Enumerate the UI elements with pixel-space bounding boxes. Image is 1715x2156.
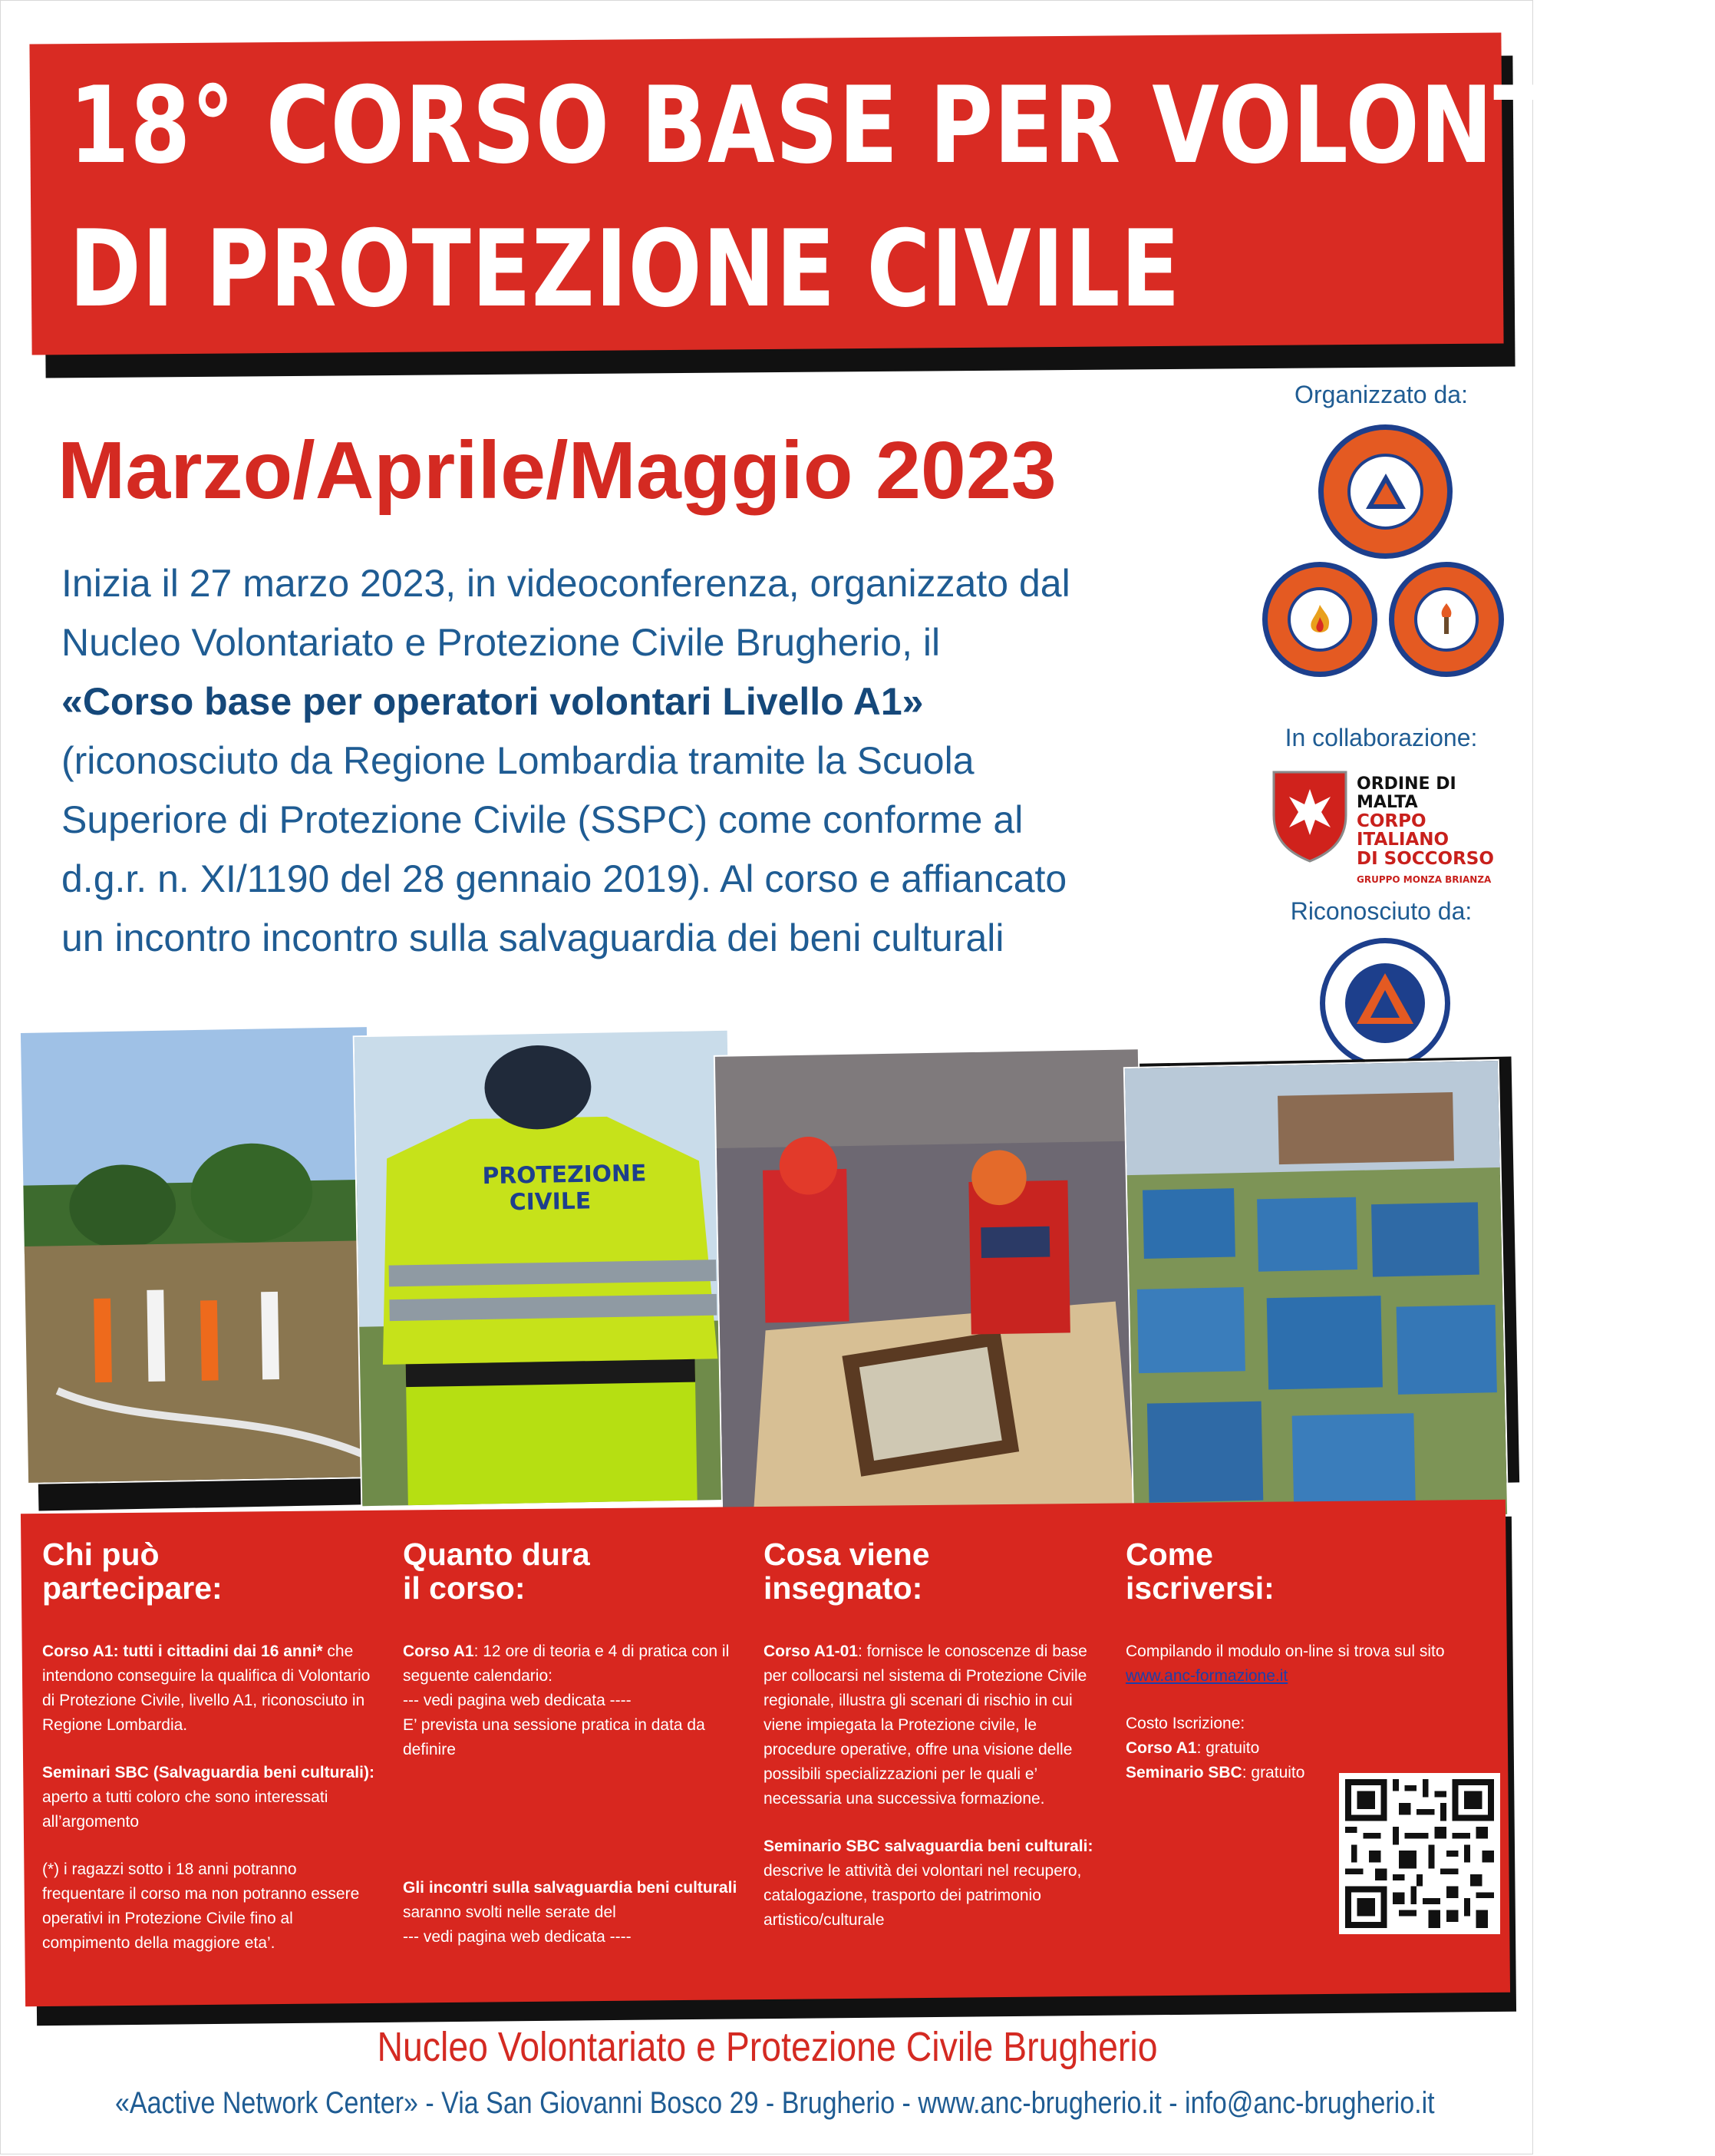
jacket-text-line-2: CIVILE [509,1187,592,1217]
photo-protezione-civile-jacket [353,1029,737,1507]
who-sbc-text: aperto a tutti coloro che sono interessati all’argomento [42,1788,328,1831]
protezione-civile-lombardia-icon [1343,961,1427,1045]
malta-line-2: CORPO ITALIANO [1357,811,1450,850]
taught-course-a1 [764,1639,1101,1811]
intro-quote-open: « [61,680,83,723]
intro-line-4: (riconosciuto da Regione Lombardia tramite la Scuola [61,739,975,782]
duration-a1-text: : 12 ore di teoria e 4 di pratica con il seguente calendario: [403,1643,730,1685]
intro-line-3 [61,672,1243,731]
title-line-2: DI PROTEZIONE CIVILE [69,207,1181,331]
malta-text-block [1357,775,1518,885]
cultural-heritage-image [715,1049,1146,1514]
footer-contact: «Aactive Network Center» - Via San Giovanni Bosco 29 - Brugherio - www.anc-brugherio.it - info@anc-brugherio.it [115,2086,1435,2120]
column-course-duration [403,1537,740,1973]
flame-icon [1301,600,1339,639]
duration-sbc-text: saranno svolti nelle serate del [403,1903,616,1921]
duration-sbc-bold: Gli incontri sulla salvaguardia beni culturali [403,1879,737,1897]
register-instructions [1126,1639,1486,1689]
taught-sbc-bold: Seminario SBC salvaguardia beni culturali: [764,1837,1093,1855]
intro-line-6: d.g.r. n. XI/1190 del 28 gennaio 2019). Al corso e affiancato [61,857,1067,900]
registration-qr-code[interactable] [1339,1773,1500,1934]
column-what-is-taught [764,1537,1101,1956]
register-cost-a1-text: : gratuito [1196,1739,1260,1757]
who-heading: Chi può partecipare: [42,1537,223,1606]
jacket-text-line-1: PROTEZIONE [482,1160,647,1190]
protezione-civile-jacket-image [355,1031,736,1506]
register-cost-sbc-bold: Seminario SBC [1126,1764,1242,1781]
title-line-1: 18° CORSO BASE PER VOLONTARI [69,64,1715,187]
duration-course-a1 [403,1639,740,1762]
register-text: Compilando il modulo on-line si trova sul sito [1126,1643,1445,1660]
malta-shield-icon [1268,768,1352,863]
who-course-a1-bold: Corso A1: tutti i cittadini dai 16 anni* [42,1643,323,1660]
intro-line-1: Inizia il 27 marzo 2023, in videoconferenza, organizzato dal [61,562,1070,605]
date-heading: Marzo/Aprile/Maggio 2023 [58,425,1057,516]
register-heading: Come iscriversi: [1126,1537,1275,1606]
intro-line-2: Nucleo Volontariato e Protezione Civile Brugherio, il [61,621,941,664]
formazione-logo-center [1414,587,1479,652]
malta-line-4: GRUPPO MONZA BRIANZA [1357,873,1492,885]
intro-line-5: Superiore di Protezione Civile (SSPC) come conforme al [61,798,1024,841]
footer-organization: Nucleo Volontariato e Protezione Civile Brugherio [377,2024,1158,2070]
taught-sbc-text: descrive le attività dei volontari nel recupero, catalogazione, trasporto dei patrimonio artistico/culturale [764,1862,1082,1929]
duration-a1-practice: E’ prevista una sessione pratica in data da definire [403,1716,705,1758]
who-course-a1-text: che intendono conseguire la qualifica di Volontario di Protezione Civile, livello A1, riconosciuto in Regione Lombardia. [42,1643,371,1734]
beni-culturali-logo-center [1288,587,1352,652]
photo-cultural-heritage-rescue [714,1048,1147,1516]
regione-lombardia-logo [1320,938,1450,1068]
protezione-civile-triangle-icon [1363,469,1409,515]
duration-sbc-web: --- vedi pagina web dedicata ---- [403,1928,632,1946]
nucleo-volontariato-logo [1318,424,1453,559]
taught-a1-bold: Corso A1-01 [764,1643,858,1660]
who-footnote: (*) i ragazzi sotto i 18 anni potranno frequentare il corso ma non potranno essere operativi in Protezione Civile fino al compimento della maggiore eta’. [42,1860,360,1952]
malta-line-3: DI SOCCORSO [1357,849,1494,870]
intro-line-7: un incontro incontro sulla salvaguardia dei beni culturali [61,916,1004,959]
taught-sbc [764,1834,1101,1933]
who-course-a1 [42,1639,380,1738]
who-seminari-sbc [42,1761,380,1834]
taught-heading: Cosa viene insegnato: [764,1537,930,1606]
register-cost-a1-bold: Corso A1 [1126,1739,1197,1757]
intro-quote-close: » [902,680,924,723]
malta-line-1: ORDINE DI MALTA [1357,774,1456,812]
intro-course-name: Corso base per operatori volontari Livello A1 [82,680,902,723]
taught-a1-text: : fornisce le conoscenze di base per collocarsi nel sistema di Protezione Civile regionale, illustra gli scenari di rischio in cui viene impiegata la Protezione civile, le procedure operative, offre una visione delle possibili specializzazioni per le quali e’ necessaria una successiva formazione. [764,1643,1087,1808]
column-how-to-register [1126,1537,1486,1808]
nucleo-logo-center [1347,454,1424,530]
duration-a1-web: --- vedi pagina web dedicata ---- [403,1692,632,1709]
photo-volunteers-field [19,1025,376,1484]
collaboration-label: In collaborazione: [1285,724,1478,751]
nucleo-beni-culturali-logo [1262,562,1377,677]
torch-icon [1427,600,1466,639]
register-cost-label: Costo Iscrizione: [1126,1715,1245,1732]
column-who-can-participate [42,1537,380,1979]
register-cost-sbc-text: : gratuito [1242,1764,1305,1781]
duration-spacer [403,1785,740,1876]
photo-tent-camp [1123,1059,1509,1524]
duration-a1-bold: Corso A1 [403,1643,474,1660]
qr-code-icon [1345,1779,1494,1928]
tent-camp-image [1125,1061,1507,1522]
organized-by-label: Organizzato da: [1294,381,1468,408]
recognized-by-label: Riconosciuto da: [1290,897,1473,925]
who-sbc-bold: Seminari SBC (Salvaguardia beni culturali): [42,1764,374,1781]
volunteers-field-image [21,1027,374,1483]
intro-paragraph [61,554,1243,968]
duration-heading: Quanto dura il corso: [403,1537,590,1606]
nucleo-formazione-logo [1389,562,1504,677]
duration-sbc [403,1876,740,1950]
registration-link[interactable]: www.anc-formazione.it [1126,1667,1288,1685]
